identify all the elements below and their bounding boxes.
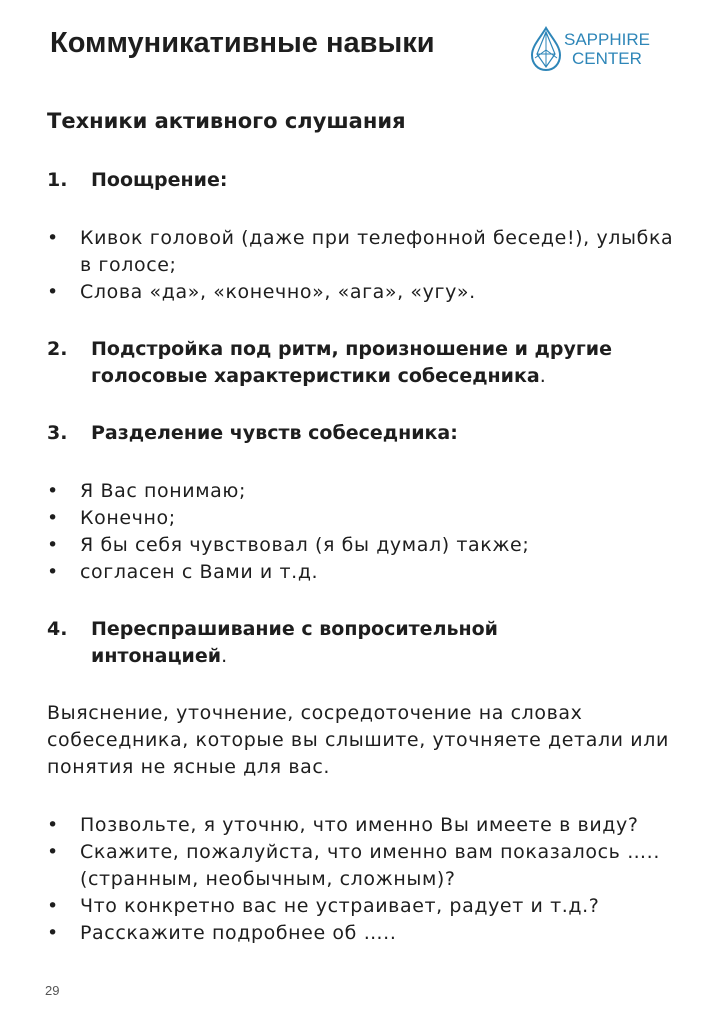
item-number: 2. <box>47 338 68 360</box>
list-item-text: Расскажите подробнее об ….. <box>80 922 397 944</box>
list-item-text: Скажите, пожалуйста, что именно вам показалось ….. (странным, необычным, сложным)? <box>80 841 660 890</box>
item-heading-text: Разделение чувств собеседника: <box>91 422 458 444</box>
sapphire-gem-icon <box>529 26 563 72</box>
list-item-text: Конечно; <box>80 507 176 529</box>
content <box>47 106 687 947</box>
item-number: 1. <box>47 169 68 191</box>
list-item <box>47 920 687 947</box>
logo-line-2: CENTER <box>572 49 642 68</box>
list-item-text: Позвольте, я уточню, что именно Вы имеете в виду? <box>80 814 639 836</box>
item-1-bullets <box>47 225 687 306</box>
bullet-marker: • <box>47 507 59 529</box>
heading-line-1: Подстройка под ритм, произношение и другие <box>91 338 613 360</box>
list-item <box>47 505 687 532</box>
list-item <box>47 812 687 839</box>
bullet-marker: • <box>47 895 59 917</box>
list-item-text: Я Вас понимаю; <box>80 480 246 502</box>
heading-end: . <box>221 645 228 667</box>
bullet-marker: • <box>47 227 59 249</box>
item-3-bullets <box>47 478 687 586</box>
explanation-paragraph: Выяснение, уточнение, сосредоточение на словах собеседника, которые вы слышите, уточняете детали или понятия не ясные для вас. <box>47 702 669 778</box>
bullet-marker: • <box>47 922 59 944</box>
item-3-heading <box>47 420 687 447</box>
bullet-marker: • <box>47 480 59 502</box>
list-item <box>47 532 687 559</box>
list-item-text: согласен с Вами и т.д. <box>80 561 319 583</box>
list-item <box>47 279 687 306</box>
item-heading-text <box>91 616 687 670</box>
item-1-heading <box>47 167 687 194</box>
heading-line-2: интонацией <box>91 645 222 667</box>
item-2-heading <box>47 336 687 390</box>
list-item-text: Кивок головой (даже при телефонной беседе!), улыбка в голосе; <box>80 227 674 276</box>
item-number: 3. <box>47 422 68 444</box>
item-heading-text <box>91 336 687 390</box>
item-heading-text: Поощрение: <box>91 169 228 191</box>
item-4-bullets <box>47 812 687 947</box>
list-item <box>47 839 687 893</box>
bullet-marker: • <box>47 814 59 836</box>
page-title: Коммуникативные навыки <box>50 27 435 59</box>
list-item-text: Что конкретно вас не устраивает, радует и т.д.? <box>80 895 600 917</box>
logo-line-1: SAPPHIRE <box>564 30 650 49</box>
heading-end: . <box>539 365 546 387</box>
page-number: 29 <box>45 983 60 998</box>
item-4-heading <box>47 616 687 670</box>
list-item <box>47 225 687 279</box>
heading-line-1: Переспрашивание с вопросительной <box>91 618 498 640</box>
bullet-marker: • <box>47 281 59 303</box>
section-title: Техники активного слушания <box>47 109 406 133</box>
list-item-text: Слова «да», «конечно», «ага», «угу». <box>80 281 476 303</box>
list-item <box>47 559 687 586</box>
bullet-marker: • <box>47 534 59 556</box>
list-item <box>47 478 687 505</box>
bullet-marker: • <box>47 561 59 583</box>
heading-line-2: голосовые характеристики собеседника <box>91 365 540 387</box>
list-item-text: Я бы себя чувствовал (я бы думал) также; <box>80 534 530 556</box>
list-item <box>47 893 687 920</box>
sapphire-center-logo <box>529 26 659 74</box>
bullet-marker: • <box>47 841 59 863</box>
item-number: 4. <box>47 618 68 640</box>
logo-text <box>564 30 650 68</box>
